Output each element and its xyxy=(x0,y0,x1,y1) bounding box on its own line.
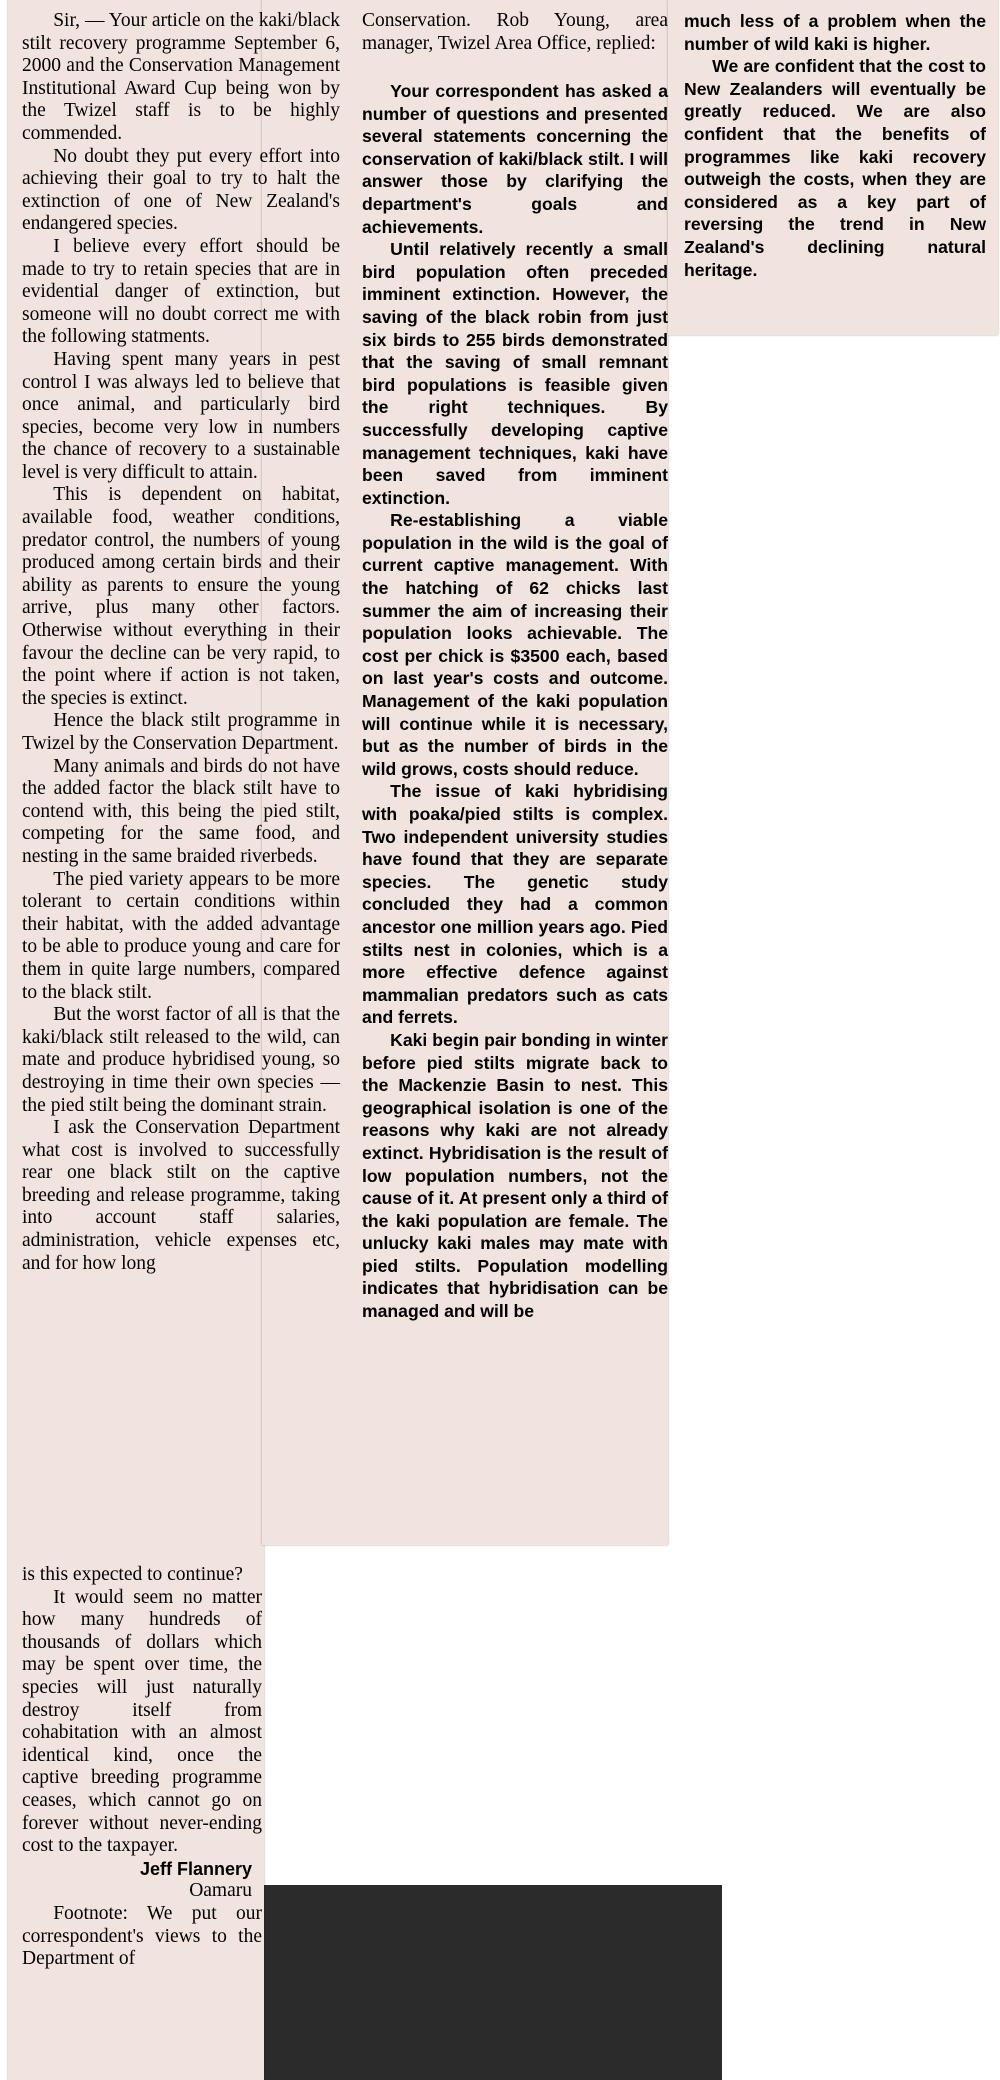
reply-intro xyxy=(362,10,668,55)
reply-paragraph: Your correspondent has asked a number of questions and presented several statements concerning the conservation of kaki/black stilt. I will answer those by clarifying the department's goals and achievements. xyxy=(362,81,668,237)
signature-place: Oamaru xyxy=(189,1880,252,1902)
reply-continuation-column xyxy=(684,10,986,281)
letter-paragraph: Hence the black stilt programme in Twizel by the Conservation Department. xyxy=(22,710,340,754)
letter-paragraph-continued: is this expected to continue? xyxy=(22,1564,243,1585)
reply-continuation: much less of a problem when the number of wild kaki is higher. xyxy=(684,11,986,54)
letter-paragraph: This is dependent on habitat, available food, weather conditions, predator control, the numbers of young produced among certain birds and their ability as parents to ensure the young arrive, plus many other factors. Otherwise without everything in their favour the decline can be very rapid, to the point where if action is not taken, the species is extinct. xyxy=(22,484,340,709)
letter-signature xyxy=(22,1858,262,1903)
letter-column xyxy=(22,10,340,1275)
signature-name: Jeff Flannery xyxy=(139,1858,252,1879)
letter-paragraph: Sir, — Your article on the kaki/black stilt recovery programme September 6, 2000 and the Conservation Management Institutional Award Cup being won by the Twizel staff is to be highly commended. xyxy=(22,10,340,144)
reply-paragraph: Re-establishing a viable population in the wild is the goal of current captive management. With the hatching of 62 chicks last summer the aim of increasing their population looks achievable. The cost per chick is $3500 each, based on last year's costs and outcome. Management of the kaki population will continue while it is necessary, but as the number of birds in the wild grows, costs should reduce. xyxy=(362,510,668,779)
scan-background-shadow xyxy=(262,1885,722,2080)
letter-paragraph: Many animals and birds do not have the added factor the black stilt have to contend with, this being the pied stilt, competing for the same food, and nesting in the same braided riverbeds. xyxy=(22,755,340,867)
reply-paragraph: The issue of kaki hybridising with poaka/pied stilts is complex. Two independent university studies have found that they are separate species. The genetic study concluded they had a common ancestor one million years ago. Pied stilts nest in colonies, which is a more effective defence against mammalian predators such as cats and ferrets. xyxy=(362,781,668,1028)
letter-paragraph: I ask the Conservation Department what cost is involved to successfully rear one black stilt on the captive breeding and release programme, taking into account staff salaries, administration, vehicle expenses etc, and for how long xyxy=(22,1117,340,1274)
letter-final-paragraph: It would seem no matter how many hundreds of thousands of dollars which may be spent over time, the species will just naturally destroy itself from cohabitation with an almost identical kind, once the captive breeding programme ceases, which cannot go on forever without never-ending cost to the taxpayer. xyxy=(22,1586,262,1857)
reply-intro-text: Conservation. Rob Young, area manager, Twizel Area Office, replied: xyxy=(362,10,668,54)
letter-continuation xyxy=(22,1564,262,1971)
letter-paragraph: But the worst factor of all is that the kaki/black stilt released to the wild, can mate and produce hybridised young, so destroying in time their own species — the pied stilt being the dominant strain. xyxy=(22,1004,340,1116)
letter-paragraph: The pied variety appears to be more tolerant to certain conditions within their habitat, with the added advantage to be able to produce young and care for them in quite large numbers, compared to the black stilt. xyxy=(22,868,340,1003)
reply-closing: We are confident that the cost to New Zealanders will eventually be greatly reduced. We are also confident that the benefits of programmes like kaki recovery outweigh the costs, when they are considered as a key part of reversing the trend in New Zealand's declining natural heritage. xyxy=(684,56,986,280)
reply-paragraph: Kaki begin pair bonding in winter before pied stilts migrate back to the Mackenzie Basin to nest. This geographical isolation is one of the reasons why kaki are not already extinct. Hybridisation is the result of low population numbers, not the cause of it. At present only a third of the kaki population are female. The unlucky kaki males may mate with pied stilts. Population modelling indicates that hybridisation can be managed and will be xyxy=(362,1029,668,1322)
letter-paragraph: I believe every effort should be made to try to retain species that are in evidential danger of extinction, but someone will no doubt correct me with the following statments. xyxy=(22,235,340,348)
editor-footnote: Footnote: We put our correspondent's views to the Department of xyxy=(22,1902,262,1970)
reply-paragraph: Until relatively recently a small bird population often preceded imminent extinction. However, the saving of the black robin from just six birds to 255 birds demonstrated that the saving of small remnant bird populations is feasible given the right techniques. By successfully developing captive management techniques, kaki have been saved from imminent extinction. xyxy=(362,239,668,508)
letter-paragraph: Having spent many years in pest control I was always led to believe that once animal, and particularly bird species, become very low in numbers the chance of recovery to a sustainable level is very difficult to attain. xyxy=(22,348,340,483)
reply-column xyxy=(362,80,668,1323)
letter-paragraph: No doubt they put every effort into achieving their goal to try to halt the extinction of one of New Zealand's endangered species. xyxy=(22,145,340,235)
